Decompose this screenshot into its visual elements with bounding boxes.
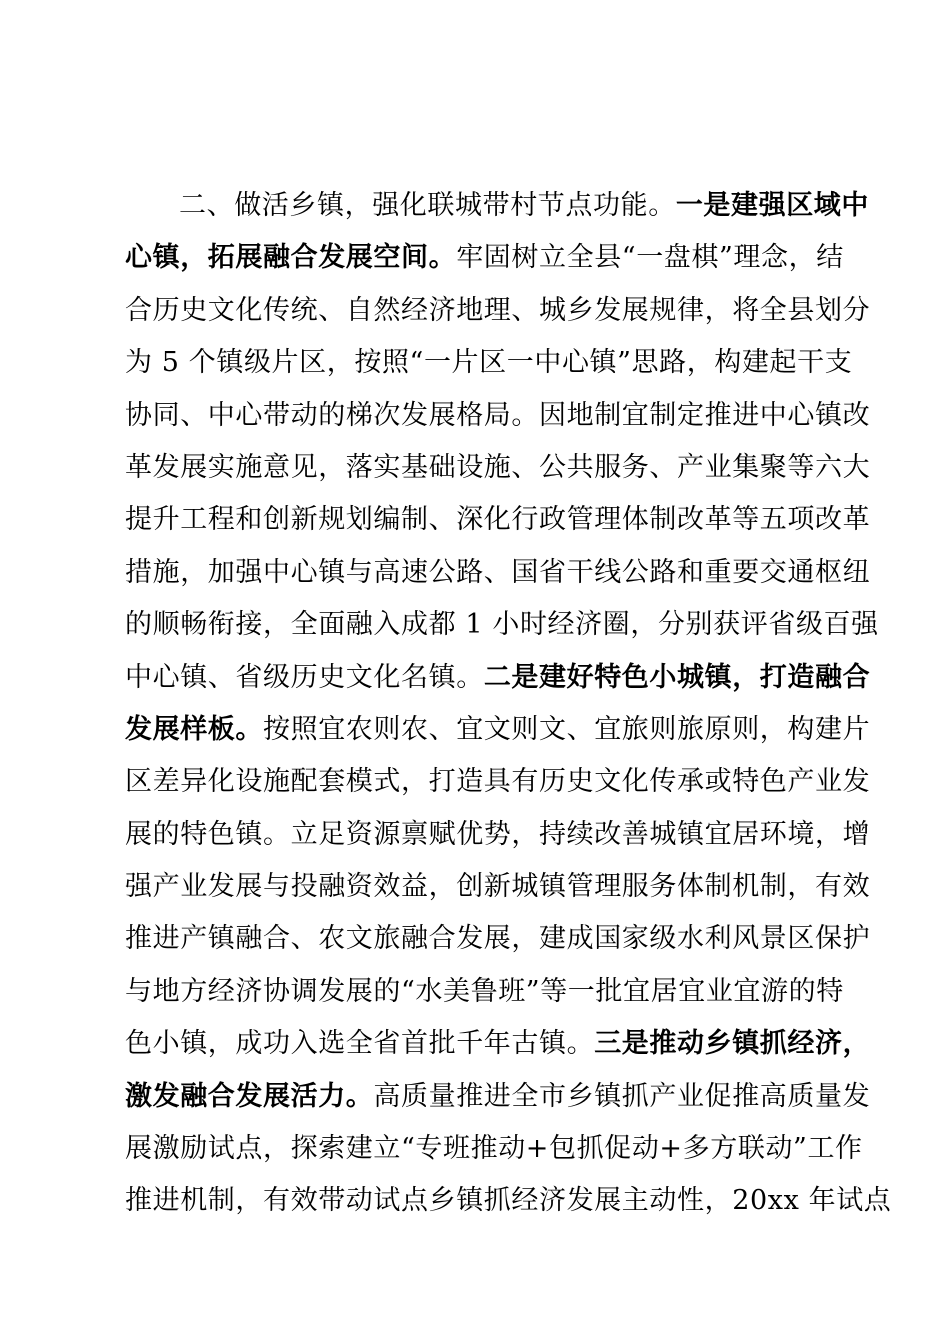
- body-text: 推进产镇融合、农文旅融合发展，建成国家级水利风景区保护: [125, 923, 871, 955]
- text-line: [125, 861, 871, 913]
- text-line: [125, 756, 871, 808]
- text-line: [125, 966, 844, 1018]
- text-line: [125, 494, 871, 546]
- body-text: 为 5 个镇级片区，按照“一片区一中心镇”思路，构建起干支: [125, 347, 853, 379]
- text-line: [125, 652, 871, 704]
- text-line: [125, 1071, 871, 1123]
- bold-heading-text: 发展样板。: [125, 713, 263, 745]
- bold-heading-text: 三是推动乡镇抓经济，: [594, 1028, 871, 1060]
- text-line: [125, 913, 871, 965]
- bold-heading-text: 一是建强区域中: [675, 190, 870, 221]
- text-line: [125, 809, 871, 861]
- body-text: 革发展实施意见，落实基础设施、公共服务、产业集聚等六大: [125, 451, 871, 483]
- text-line: [125, 1018, 871, 1070]
- bold-heading-text: 激发融合发展活力。: [125, 1080, 374, 1112]
- body-text: 推进机制，有效带动试点乡镇抓经济发展主动性，20xx 年试点: [125, 1185, 892, 1217]
- body-text: 按照宜农则农、宜文则文、宜旅则旅原则，构建片: [263, 713, 871, 745]
- text-line: [125, 1123, 863, 1175]
- text-line: [125, 337, 853, 389]
- body-text: 强产业发展与投融资效益，创新城镇管理服务体制机制，有效: [125, 871, 871, 903]
- body-text: 区差异化设施配套模式，打造具有历史文化传承或特色产业发: [125, 766, 871, 798]
- text-line: [125, 285, 871, 337]
- body-text: 中心镇、省级历史文化名镇。: [125, 661, 484, 693]
- text-line: [125, 599, 879, 651]
- body-text: 协同、中心带动的梯次发展格局。因地制宜制定推进中心镇改: [125, 399, 871, 431]
- text-line: [125, 180, 870, 232]
- text-line: [125, 1175, 892, 1227]
- body-text: 牢固树立全县“一盘棋”理念，结: [456, 242, 844, 274]
- text-line: [125, 704, 871, 756]
- body-text: 合历史文化传统、自然经济地理、城乡发展规律，将全县划分: [125, 294, 871, 326]
- body-text: 二、做活乡镇，强化联城带村节点功能。: [179, 190, 676, 221]
- body-text: 与地方经济协调发展的“水美鲁班”等一批宜居宜业宜游的特: [125, 975, 844, 1007]
- body-text: 色小镇，成功入选全省首批千年古镇。: [125, 1028, 595, 1060]
- body-text: 措施，加强中心镇与高速公路、国省干线公路和重要交通枢纽: [125, 556, 871, 588]
- body-paragraph: [125, 180, 892, 1228]
- text-line: [125, 390, 871, 442]
- body-text: 展的特色镇。立足资源禀赋优势，持续改善城镇宜居环境，增: [125, 818, 871, 850]
- text-line: [125, 442, 871, 494]
- body-text: 提升工程和创新规划编制、深化行政管理体制改革等五项改革: [125, 504, 871, 536]
- body-text: 展激励试点，探索建立“专班推动+包抓促动+多方联动”工作: [125, 1133, 863, 1165]
- body-text: 高质量推进全市乡镇抓产业促推高质量发: [373, 1080, 871, 1112]
- bold-heading-text: 二是建好特色小城镇，打造融合: [483, 661, 871, 693]
- text-line: [125, 232, 844, 284]
- bold-heading-text: 心镇，拓展融合发展空间。: [125, 242, 457, 274]
- text-line: [125, 547, 871, 599]
- body-text: 的顺畅衔接，全面融入成都 1 小时经济圈，分别获评省级百强: [125, 609, 879, 641]
